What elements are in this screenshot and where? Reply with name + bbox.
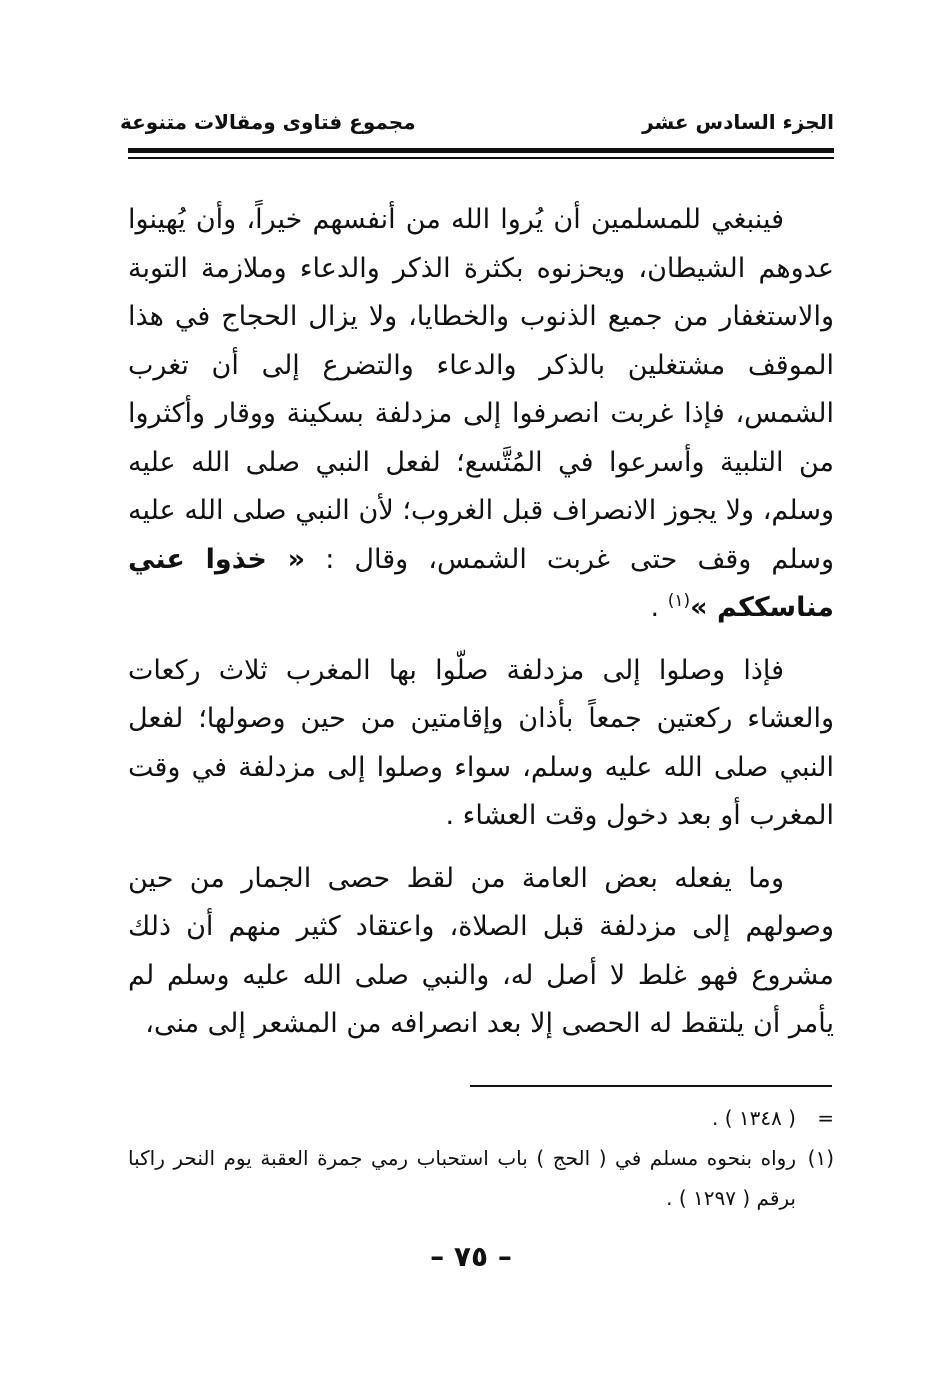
hadith-quote: « خذوا عني مناسككم »: [128, 543, 834, 623]
footnote-1: [128, 1138, 834, 1218]
footnote-marker: (١): [807, 1146, 834, 1170]
footnote-continued: [128, 1098, 834, 1138]
header-rule-thick: [128, 148, 834, 153]
footnote-text: ( ١٣٤٨ ) .: [711, 1106, 796, 1130]
page-number: – ٧٥ –: [430, 1240, 512, 1273]
paragraph-1-end: .: [650, 592, 660, 623]
paragraph-1-text: فينبغي للمسلمين أن يُروا الله من أنفسهم خيراً، وأن يُهينوا عدوهم الشيطان، ويحزنوه بكثرة الذكر والدعاء وملازمة التوبة والاستغفار من جميع الذنوب والخطايا، ولا يزال الحجاج في هذا الموقف مشتغلين بالذكر والدعاء والتضرع إلى أن تغرب الشمس، فإذا غربت انصرفوا إلى مزدلفة بسكينة ووقار وأكثروا من التلبية وأسرعوا في المُتَّسع؛ لفعل النبي صلى الله عليه وسلم، ولا يجوز الانصراف قبل الغروب؛ لأن النبي صلى الله عليه وسلم وقف حتى غربت الشمس، وقال :: [128, 204, 834, 575]
header-rule-thin: [128, 157, 834, 159]
volume-label: الجزء السادس عشر: [642, 110, 834, 134]
footnote-text: رواه بنحوه مسلم في ( الحج ) باب استحباب رمي جمرة العقبة يوم النحر راكبا برقم ( ١٢٩٧ ) .: [128, 1146, 796, 1210]
paragraph-1: [128, 196, 834, 633]
book-title: مجموع فتاوى ومقالات متنوعة: [120, 110, 416, 134]
paragraph-3: وما يفعله بعض العامة من لقط حصى الجمار من حين وصولهم إلى مزدلفة قبل الصلاة، واعتقاد كثير منهم أن ذلك مشروع فهو غلط لا أصل له، والنبي صلى الله عليه وسلم لم يأمر أن يلتقط له الحصى إلا بعد انصرافه من المشعر إلى منى،: [128, 862, 834, 1039]
footnote-marker: =: [817, 1106, 834, 1130]
running-header: [120, 100, 834, 144]
footnote-separator: [470, 1085, 832, 1087]
footnote-ref-1[interactable]: (١): [667, 591, 691, 611]
paragraph-2: فإذا وصلوا إلى مزدلفة صلّوا بها المغرب ثلاث ركعات والعشاء ركعتين جمعاً بأذان وإقامتين من حين وصولها؛ لفعل النبي صلى الله عليه وسلم، سواء وصلوا إلى مزدلفة في وقت المغرب أو بعد دخول وقت العشاء .: [128, 654, 834, 831]
main-text: [128, 196, 834, 1063]
footnotes: [128, 1098, 834, 1218]
